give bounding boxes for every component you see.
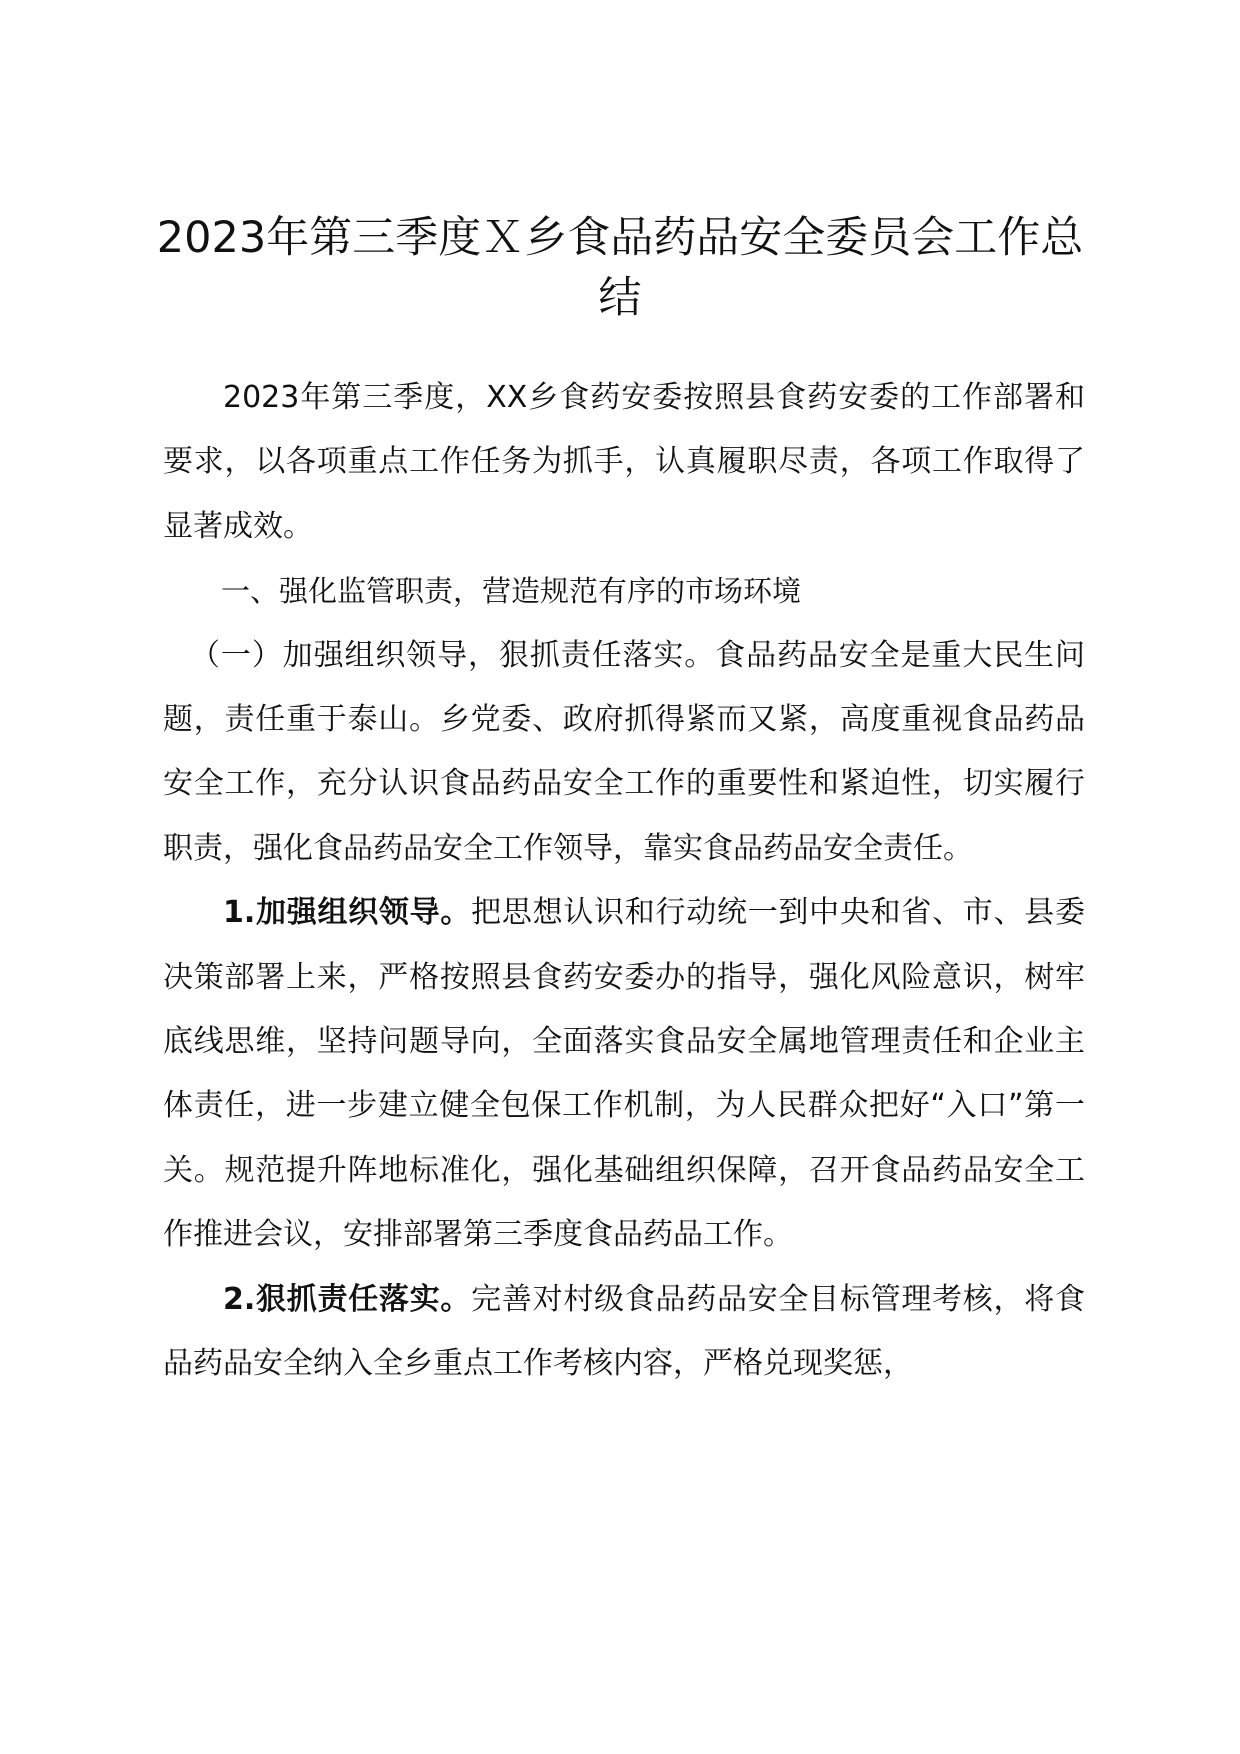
item-2-lead: 2.狠抓责任落实。 xyxy=(223,1281,472,1317)
item-1-body: 把思想认识和行动统一到中央和省、市、县委决策部署上来，严格按照县食药安委办的指导，强化风险意识，树牢底线思维，坚持问题导向，全面落实食品安全属地管理责任和企业主体责任，进一步建立健全包保工作机制，为人民群众把好“入口”第一关。规范提升阵地标准化，强化基础组织保障，召开食品药品安全工作推进会议，安排部署第三季度食品药品工作。 xyxy=(163,895,1086,1253)
subsection-1-paragraph: （一）加强组织领导，狠抓责任落实。食品药品安全是重大民生问题，责任重于泰山。乡党委、政府抓得紧而又紧，高度重视食品药品安全工作，充分认识食品药品安全工作的重要性和紧迫性，切实履行职责，强化食品药品安全工作领导，靠实食品药品安全责任。 xyxy=(163,637,1085,866)
item-2-body: 完善对村级食品药品安全目标管理考核，将食品药品安全纳入全乡重点工作考核内容，严格兑现奖惩， xyxy=(163,1281,1086,1382)
item-1-paragraph xyxy=(163,881,1085,1267)
item-2-paragraph xyxy=(163,1268,1085,1397)
intro-paragraph: 2023年第三季度，XX乡食药安委按照县食药安委的工作部署和要求，以各项重点工作任务为抓手，认真履职尽责，各项工作取得了显著成效。 xyxy=(163,380,1085,544)
document-body xyxy=(163,366,1085,1397)
document-title: 2023年第三季度Ｘ乡食品药品安全委员会工作总结 xyxy=(156,213,1084,323)
item-1-lead: 1.加强组织领导。 xyxy=(223,895,472,931)
section-1-heading: 一、强化监管职责，营造规范有序的市场环境 xyxy=(221,574,802,609)
